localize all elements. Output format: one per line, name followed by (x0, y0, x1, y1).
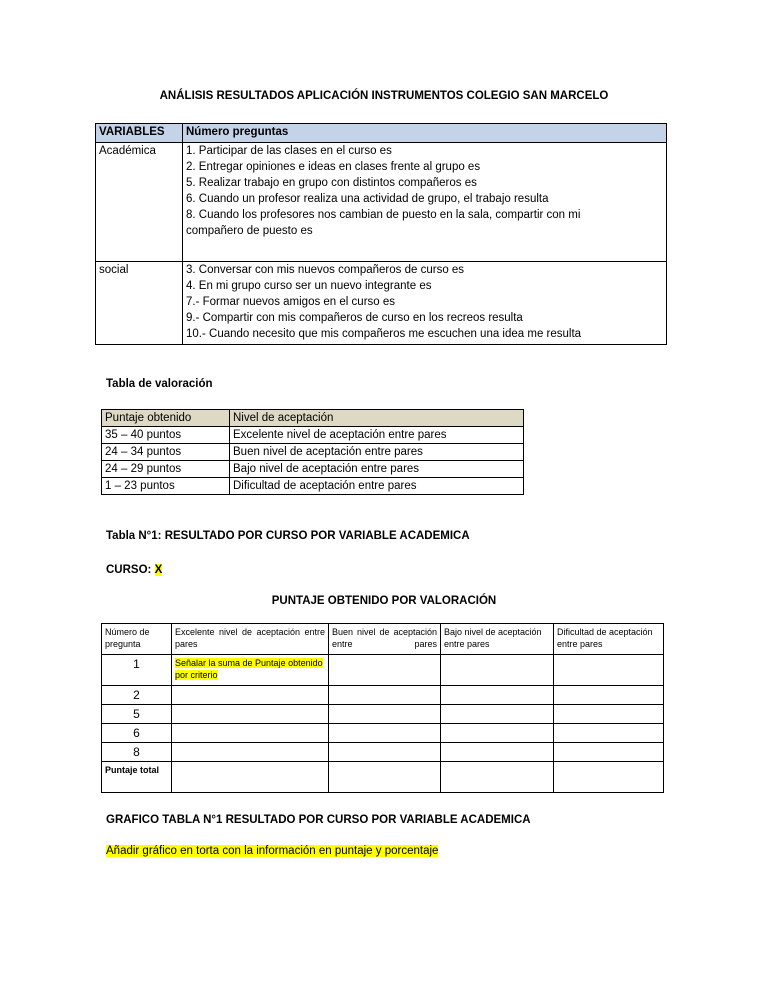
question-number-cell: 2 (102, 686, 172, 705)
result-cell[interactable] (441, 686, 554, 705)
question-number-cell: 1 (102, 655, 172, 686)
variable-cell: social (96, 262, 183, 345)
score-cell: 35 – 40 puntos (102, 427, 230, 444)
result-cell[interactable] (172, 705, 329, 724)
question-line: 5. Realizar trabajo en grupo con distintos compañeros es (186, 177, 477, 189)
result-cell[interactable] (554, 705, 664, 724)
question-number-cell: 5 (102, 705, 172, 724)
chart-section-label: GRAFICO TABLA N°1 RESULTADO POR CURSO POR VARIABLE ACADEMICA (106, 814, 531, 826)
header-cell: Buen nivel de aceptación entre pares (329, 624, 441, 655)
header-cell: Número preguntas (183, 124, 667, 143)
hint-text: Señalar la suma de Puntaje obtenido por criterio (175, 658, 323, 680)
table-header-row (102, 410, 524, 427)
chart-note-text: Añadir gráfico en torta con la información en puntaje y porcentaje (106, 845, 439, 857)
table-row (102, 743, 664, 762)
table-row (102, 686, 664, 705)
result-cell[interactable] (441, 705, 554, 724)
question-line: 4. En mi grupo curso ser un nuevo integrante es (186, 280, 432, 292)
questions-cell (183, 262, 667, 345)
table-row (102, 724, 664, 743)
valuation-table (101, 409, 524, 495)
question-line: 9.- Compartir con mis compañeros de curso en los recreos resulta (186, 312, 523, 324)
result-cell[interactable] (554, 743, 664, 762)
question-line: 7.- Formar nuevos amigos en el curso es (186, 296, 396, 308)
header-cell: Nivel de aceptación (230, 410, 524, 427)
table-header-row (102, 624, 664, 655)
table-row (102, 427, 524, 444)
level-cell: Bajo nivel de aceptación entre pares (230, 461, 524, 478)
curso-line (106, 564, 162, 576)
question-line: 2. Entregar opiniones e ideas en clases frente al grupo es (186, 161, 481, 173)
variable-cell: Académica (96, 143, 183, 262)
level-cell: Buen nivel de aceptación entre pares (230, 444, 524, 461)
score-cell: 24 – 34 puntos (102, 444, 230, 461)
question-line: 8. Cuando los profesores nos cambian de puesto en la sala, compartir con mi (186, 209, 581, 221)
question-line: compañero de puesto es (186, 225, 313, 237)
valuation-label: Tabla de valoración (106, 378, 213, 390)
result-cell[interactable] (172, 686, 329, 705)
header-cell: VARIABLES (96, 124, 183, 143)
result-cell[interactable] (441, 762, 554, 793)
result-cell[interactable] (441, 743, 554, 762)
table1-label: Tabla N°1: RESULTADO POR CURSO POR VARIABLE ACADEMICA (106, 530, 470, 542)
curso-label: CURSO: (106, 564, 152, 576)
chart-section-note (106, 845, 438, 857)
variables-table (95, 123, 667, 345)
result-cell[interactable] (329, 724, 441, 743)
header-cell: Puntaje obtenido (102, 410, 230, 427)
table-row (102, 461, 524, 478)
header-cell: Dificultad de aceptación entre pares (554, 624, 664, 655)
result-cell (172, 655, 329, 686)
header-cell: Bajo nivel de aceptación entre pares (441, 624, 554, 655)
table-row (96, 143, 667, 262)
result-cell[interactable] (329, 705, 441, 724)
result-cell[interactable] (441, 655, 554, 686)
table-row (102, 444, 524, 461)
result-cell[interactable] (329, 743, 441, 762)
question-line: 1. Participar de las clases en el curso es (186, 145, 392, 157)
page-title: ANÁLISIS RESULTADOS APLICACIÓN INSTRUMENTOS COLEGIO SAN MARCELO (159, 90, 609, 102)
curso-value: X (154, 564, 163, 576)
results-table (101, 623, 664, 793)
question-line: 3. Conversar con mis nuevos compañeros de curso es (186, 264, 465, 276)
table-row (96, 262, 667, 345)
result-cell[interactable] (172, 743, 329, 762)
result-cell[interactable] (172, 724, 329, 743)
result-cell[interactable] (554, 762, 664, 793)
result-cell[interactable] (554, 655, 664, 686)
table1-subtitle: PUNTAJE OBTENIDO POR VALORACIÓN (271, 595, 497, 607)
question-line: 6. Cuando un profesor realiza una actividad de grupo, el trabajo resulta (186, 193, 549, 205)
level-cell: Excelente nivel de aceptación entre pares (230, 427, 524, 444)
result-cell[interactable] (554, 724, 664, 743)
questions-cell (183, 143, 667, 262)
table-row (102, 705, 664, 724)
result-cell[interactable] (441, 724, 554, 743)
header-cell: Excelente nivel de aceptación entre pares (172, 624, 329, 655)
result-cell[interactable] (329, 655, 441, 686)
score-cell: 24 – 29 puntos (102, 461, 230, 478)
header-cell: Número de pregunta (102, 624, 172, 655)
table-row (102, 478, 524, 495)
result-cell[interactable] (329, 686, 441, 705)
table-row (102, 655, 664, 686)
result-cell[interactable] (172, 762, 329, 793)
score-cell: 1 – 23 puntos (102, 478, 230, 495)
level-cell: Dificultad de aceptación entre pares (230, 478, 524, 495)
question-number-cell: 6 (102, 724, 172, 743)
result-cell[interactable] (554, 686, 664, 705)
table-header-row (96, 124, 667, 143)
table-row (102, 762, 664, 793)
question-line: 10.- Cuando necesito que mis compañeros me escuchen una idea me resulta (186, 328, 582, 340)
result-cell[interactable] (329, 762, 441, 793)
question-number-cell: 8 (102, 743, 172, 762)
total-label-cell: Puntaje total (102, 762, 172, 793)
